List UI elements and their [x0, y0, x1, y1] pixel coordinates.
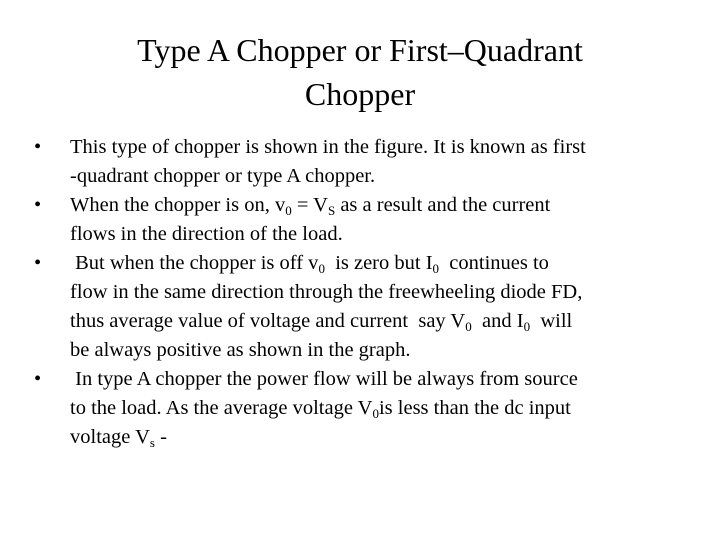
- bullet-4-line-1: In type A chopper the power flow will be always from source: [70, 368, 578, 390]
- bullet-2-line-1: [70, 191, 694, 220]
- slide-title: [0, 28, 720, 116]
- subscript: 0: [372, 406, 379, 421]
- subscript: 0: [465, 319, 472, 334]
- text-run: is less than the dc input: [378, 397, 571, 419]
- text-run: and I: [471, 310, 524, 332]
- text-run: When the chopper is on, v: [70, 194, 286, 216]
- subscript: 0: [318, 261, 325, 276]
- subscript: S: [327, 203, 336, 218]
- bullet-4-line-3: [70, 423, 694, 452]
- text-run: will: [530, 310, 573, 332]
- text-run: to the load. As the average voltage V: [70, 397, 373, 419]
- title-line-1: Type A Chopper or First–Quadrant: [137, 32, 583, 68]
- title-line-2: Chopper: [304, 76, 416, 112]
- bullet-dot: •: [34, 136, 42, 158]
- bullet-list: [34, 133, 694, 452]
- bullet-dot: •: [34, 252, 42, 274]
- bullet-1-line-2: -quadrant chopper or type A chopper.: [70, 165, 376, 187]
- bullet-3-line-4: be always positive as shown in the graph.: [70, 339, 411, 361]
- text-run: continues to: [439, 252, 549, 274]
- bullet-3-line-3: [70, 307, 694, 336]
- text-run: thus average value of voltage and current say V: [70, 310, 466, 332]
- text-run: is zero but I: [324, 252, 433, 274]
- bullet-item-1: [34, 133, 694, 191]
- bullet-item-2: [34, 191, 694, 249]
- text-run: -: [154, 426, 167, 448]
- subscript: 0: [285, 203, 292, 218]
- text-run: = V: [291, 194, 328, 216]
- bullet-dot: •: [34, 368, 42, 390]
- bullet-item-3: [34, 249, 694, 365]
- bullet-3-line-1: [70, 249, 694, 278]
- text-run: as a result and the current: [335, 194, 551, 216]
- subscript: s: [149, 435, 155, 450]
- subscript: 0: [432, 261, 440, 276]
- bullet-dot: •: [34, 194, 42, 216]
- bullet-item-4: [34, 365, 694, 452]
- bullet-3-line-2: flow in the same direction through the freewheeling diode FD,: [70, 281, 583, 303]
- bullet-4-line-2: [70, 394, 694, 423]
- text-run: voltage V: [70, 426, 150, 448]
- bullet-2-line-2: flows in the direction of the load.: [70, 223, 343, 245]
- subscript: 0: [523, 319, 531, 334]
- text-run: But when the chopper is off v: [70, 252, 319, 274]
- bullet-1-line-1: This type of chopper is shown in the figure. It is known as first: [70, 136, 586, 158]
